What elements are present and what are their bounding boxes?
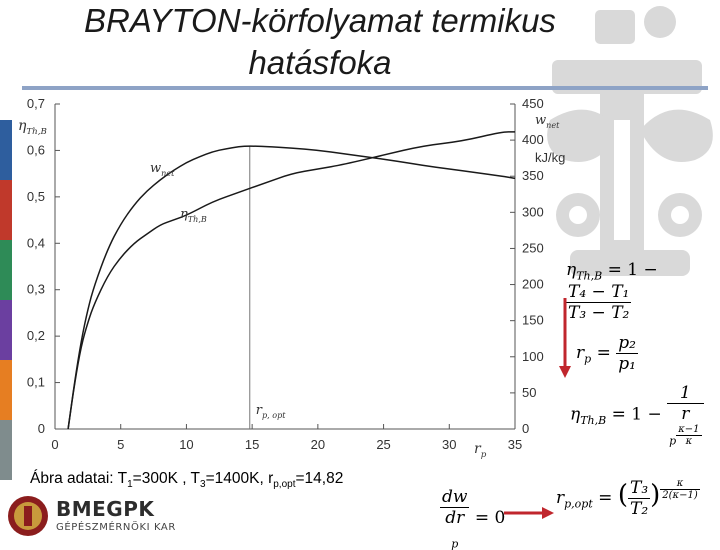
x-axis-label: $r_p$ (474, 441, 487, 460)
formula-eta-rp (570, 383, 704, 447)
bme-seal-logo (6, 494, 50, 538)
right-tick-label: 150 (522, 312, 544, 328)
formula-rp-opt-denominator: T₂ (629, 499, 649, 519)
formula-rp-opt-symbol: r (556, 488, 565, 508)
formula-rp-fraction (616, 333, 638, 374)
formula-dw-denominator (440, 508, 469, 550)
formula-eta-rp-den-base: r (681, 404, 690, 424)
formula-rp-eq: = (596, 343, 611, 363)
optimum-marker-label: $r_{p, opt}$ (255, 403, 286, 420)
x-tick-label: 25 (376, 437, 391, 452)
series-label-eta: $\eta_{Th,B}$ (180, 207, 207, 224)
caption-t1-sub: 1 (127, 479, 133, 491)
left-axis-label-sub: Th,B (26, 127, 47, 137)
left-tick-label: 0 (37, 421, 45, 436)
caption-t1-value: =300K , T (132, 470, 201, 487)
right-tick-label: 450 (522, 96, 544, 111)
right-tick-label: 300 (522, 204, 544, 220)
caption-rp-value: =14,82 (295, 470, 344, 487)
right-axis-label-sub: net (546, 121, 560, 130)
right-tick-label: 0 (522, 421, 530, 436)
left-tick-label: 0,2 (26, 328, 45, 344)
formula-eta-rp-sub: Th,B (580, 414, 607, 428)
series-label-eta-sub: Th,B (187, 215, 207, 224)
x-tick-label: 35 (507, 437, 523, 452)
formula-eta-rp-den-sub: p (669, 434, 677, 448)
caption-rp-sub: p,opt (273, 479, 296, 491)
formula-rp-opt-sub: p,opt (564, 497, 593, 511)
formula-rp-opt-fraction (628, 478, 650, 519)
formula-eta-rp-eq: = 1 − (611, 404, 662, 425)
formula-eta-rp-exp-den: κ (685, 436, 693, 447)
formula-eta-rp-symbol: η (570, 404, 581, 425)
logo-subtitle: GÉPÉSZMÉRNÖKI KAR (56, 522, 176, 533)
formula-rp-opt (556, 478, 700, 519)
formula-eta-symbol: η (566, 260, 577, 280)
right-tick-label: 100 (522, 348, 544, 364)
formula-eta-eq: = 1 − (607, 260, 658, 280)
formula-eta-rp-exp-num: κ−1 (678, 424, 700, 435)
formula-eta-rp-exponent (676, 424, 701, 447)
formula-dw-eq: = 0 (474, 508, 506, 529)
formula-dw-fraction (440, 487, 469, 550)
formula-eta-rp-numerator: 1 (667, 383, 703, 404)
red-arrow-down (556, 296, 576, 380)
caption-t3-value: =1400K, r (205, 470, 274, 487)
x-tick-label: 30 (442, 437, 457, 452)
left-tick-label: 0,3 (26, 281, 45, 297)
red-arrow-right (502, 503, 556, 523)
caption-t3-sub: 3 (200, 479, 206, 491)
x-axis-label-sub: p (480, 450, 487, 460)
x-tick-label: 20 (310, 437, 326, 452)
formula-dw-numerator: dw (442, 487, 468, 507)
right-axis-unit: kJ/kg (535, 150, 566, 165)
optimum-marker-label-sub: p, opt (261, 411, 286, 420)
formula-eta-sub: Th,B (576, 269, 603, 283)
right-tick-label: 250 (522, 240, 544, 256)
left-tick-label: 0,4 (26, 235, 45, 251)
left-axis-label: $\eta_{Th,B}$ (18, 118, 47, 137)
page-title (40, 0, 600, 84)
formula-rp-definition (576, 333, 638, 374)
formula-eta-rp-denominator (667, 404, 703, 447)
title-line-2: hatásfoka (248, 44, 392, 81)
left-tick-label: 0,5 (26, 188, 45, 204)
formula-eta-rp-fraction (667, 383, 703, 447)
x-tick-label: 5 (117, 437, 125, 452)
formula-rp-opt-exp-num: κ (660, 478, 699, 490)
formula-rp-opt-exp-den: 2(κ−1) (662, 490, 698, 501)
figure-caption (30, 470, 343, 490)
formula-rp-opt-eq: = (598, 488, 613, 508)
brayton-efficiency-chart (0, 92, 570, 472)
right-tick-label: 400 (522, 132, 544, 148)
left-tick-label: 0,1 (26, 374, 45, 390)
right-axis-label: $w_{net}$ (535, 113, 560, 130)
formula-rp-symbol: r (576, 343, 585, 363)
logo-name: BMEGPK (56, 497, 155, 521)
formula-rp-opt-numerator: T₃ (629, 478, 649, 498)
series-line-w-net (68, 146, 515, 429)
series-label-w-net: $w_{net}$ (150, 161, 175, 178)
right-tick-label: 200 (522, 276, 544, 292)
formula-dw-drp (440, 487, 505, 550)
right-tick-label: 50 (522, 384, 537, 400)
formula-eta-denominator: T₃ − T₂ (568, 303, 630, 324)
x-tick-label: 0 (51, 437, 59, 452)
x-tick-label: 10 (179, 437, 194, 452)
formula-rp-denominator: p₁ (618, 354, 636, 374)
formula-dw-den-sub: p (451, 537, 459, 550)
series-label-w-net-sub: net (161, 169, 175, 178)
formula-rp-sub: p (584, 352, 592, 366)
caption-prefix: Ábra adatai: T (30, 470, 128, 487)
formula-eta-definition (566, 260, 720, 323)
left-tick-label: 0,7 (26, 96, 45, 111)
left-tick-label: 0,6 (26, 142, 45, 158)
formula-eta-numerator: T₄ − T₁ (568, 282, 630, 303)
formula-rp-numerator: p₂ (618, 333, 636, 353)
formula-dw-den-base: dr (445, 508, 465, 528)
formula-rp-opt-lparen: ( (617, 480, 628, 510)
title-underline (22, 86, 708, 90)
x-tick-label: 15 (244, 437, 260, 452)
formula-rp-opt-rparen: ) (650, 480, 661, 510)
title-line-1: BRAYTON-körfolyamat termikus (84, 2, 556, 39)
formula-rp-opt-exponent (660, 478, 699, 501)
series-line-eta (68, 132, 515, 429)
right-tick-label: 350 (522, 168, 544, 184)
